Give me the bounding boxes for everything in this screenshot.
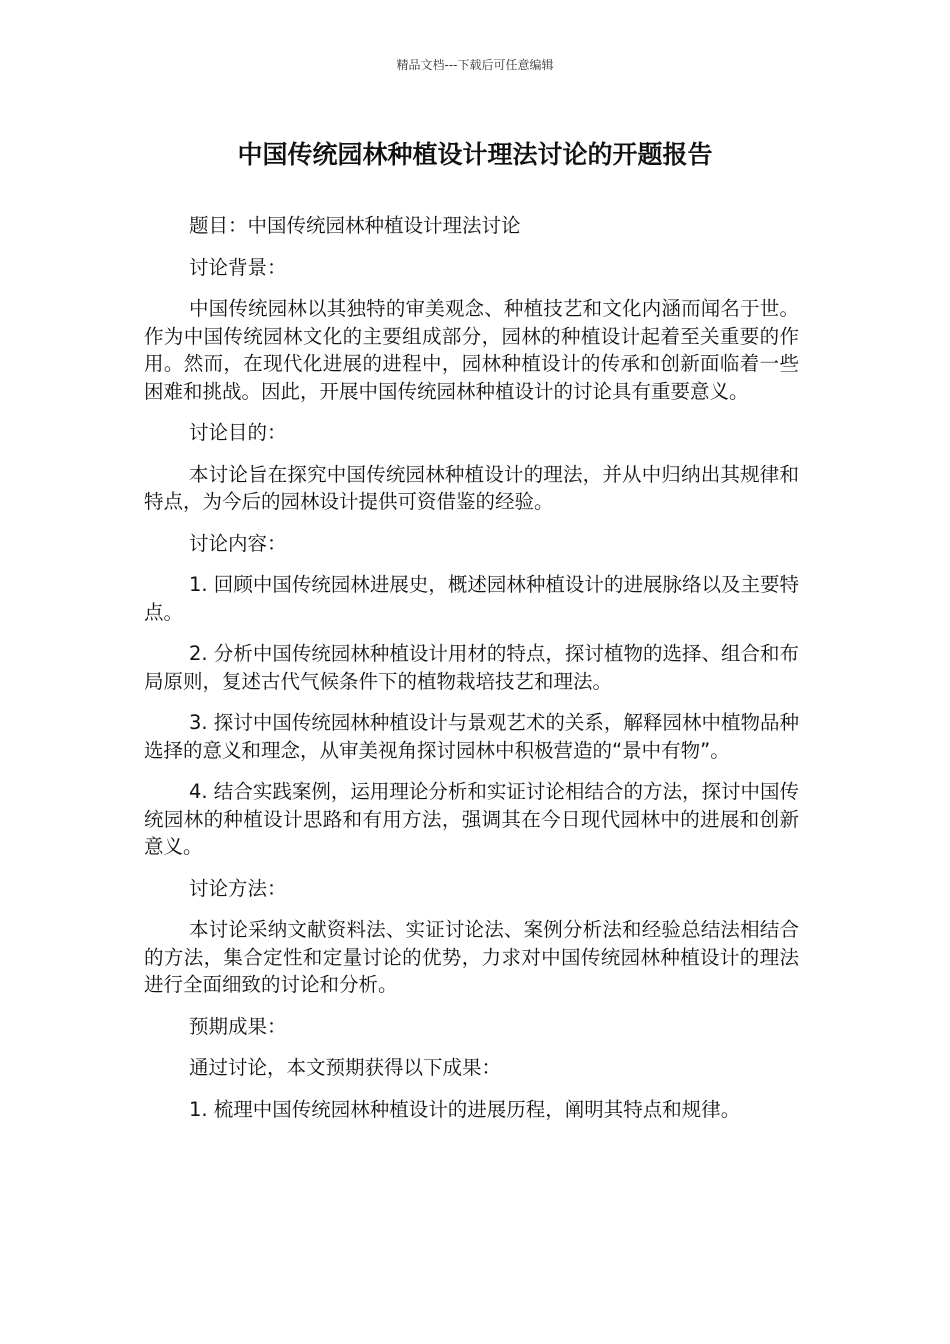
section-heading-outcomes: 预期成果： — [189, 1014, 287, 1038]
section-heading-purpose: 讨论目的： — [189, 421, 287, 444]
method-paragraph: 本讨论采纳文献资料法、实证讨论法、案例分析法和经验总结法相结合的方法，集合定性和定量讨论的优势，力求对中国传统园林种植设计的理法进行全面细致的讨论和分析。 — [144, 918, 799, 996]
content-item-2: 2. 分析中国传统园林种植设计用材的特点，探讨植物的选择、组合和布局原则，复述古代气候条件下的植物栽培技艺和理法。 — [144, 642, 799, 693]
content-item-3: 3. 探讨中国传统园林种植设计与景观艺术的关系，解释园林中植物品种选择的意义和理念，从审美视角探讨园林中积极营造的“景中有物”。 — [144, 711, 799, 762]
topic-line: 题目：中国传统园林种植设计理法讨论 — [189, 214, 521, 237]
purpose-paragraph: 本讨论旨在探究中国传统园林种植设计的理法，并从中归纳出其规律和特点，为今后的园林设计提供可资借鉴的经验。 — [144, 462, 799, 513]
content-item-4: 4. 结合实践案例，运用理论分析和实证讨论相结合的方法，探讨中国传统园林的种植设计思路和有用方法，强调其在今日现代园林中的进展和创新意义。 — [144, 780, 799, 858]
content-item-1: 1. 回顾中国传统园林进展史，概述园林种植设计的进展脉络以及主要特点。 — [144, 573, 799, 624]
page-header: 精品文档---下载后可任意编辑 — [396, 58, 554, 72]
section-heading-method: 讨论方法： — [189, 876, 287, 900]
outcomes-intro: 通过讨论，本文预期获得以下成果： — [189, 1056, 502, 1079]
section-heading-background: 讨论背景： — [189, 255, 287, 279]
document-body — [144, 212, 799, 1137]
section-heading-content: 讨论内容： — [189, 531, 287, 555]
background-paragraph: 中国传统园林以其独特的审美观念、种植技艺和文化内涵而闻名于世。作为中国传统园林文化的主要组成部分，园林的种植设计起着至关重要的作用。然而，在现代化进展的进程中，园林种植设计的传承和创新面临着一些困难和挑战。因此，开展中国传统园林种植设计的讨论具有重要意义。 — [144, 297, 799, 403]
document-title: 中国传统园林种植设计理法讨论的开题报告 — [237, 140, 713, 169]
outcome-item-1: 1. 梳理中国传统园林种植设计的进展历程，阐明其特点和规律。 — [189, 1097, 741, 1121]
